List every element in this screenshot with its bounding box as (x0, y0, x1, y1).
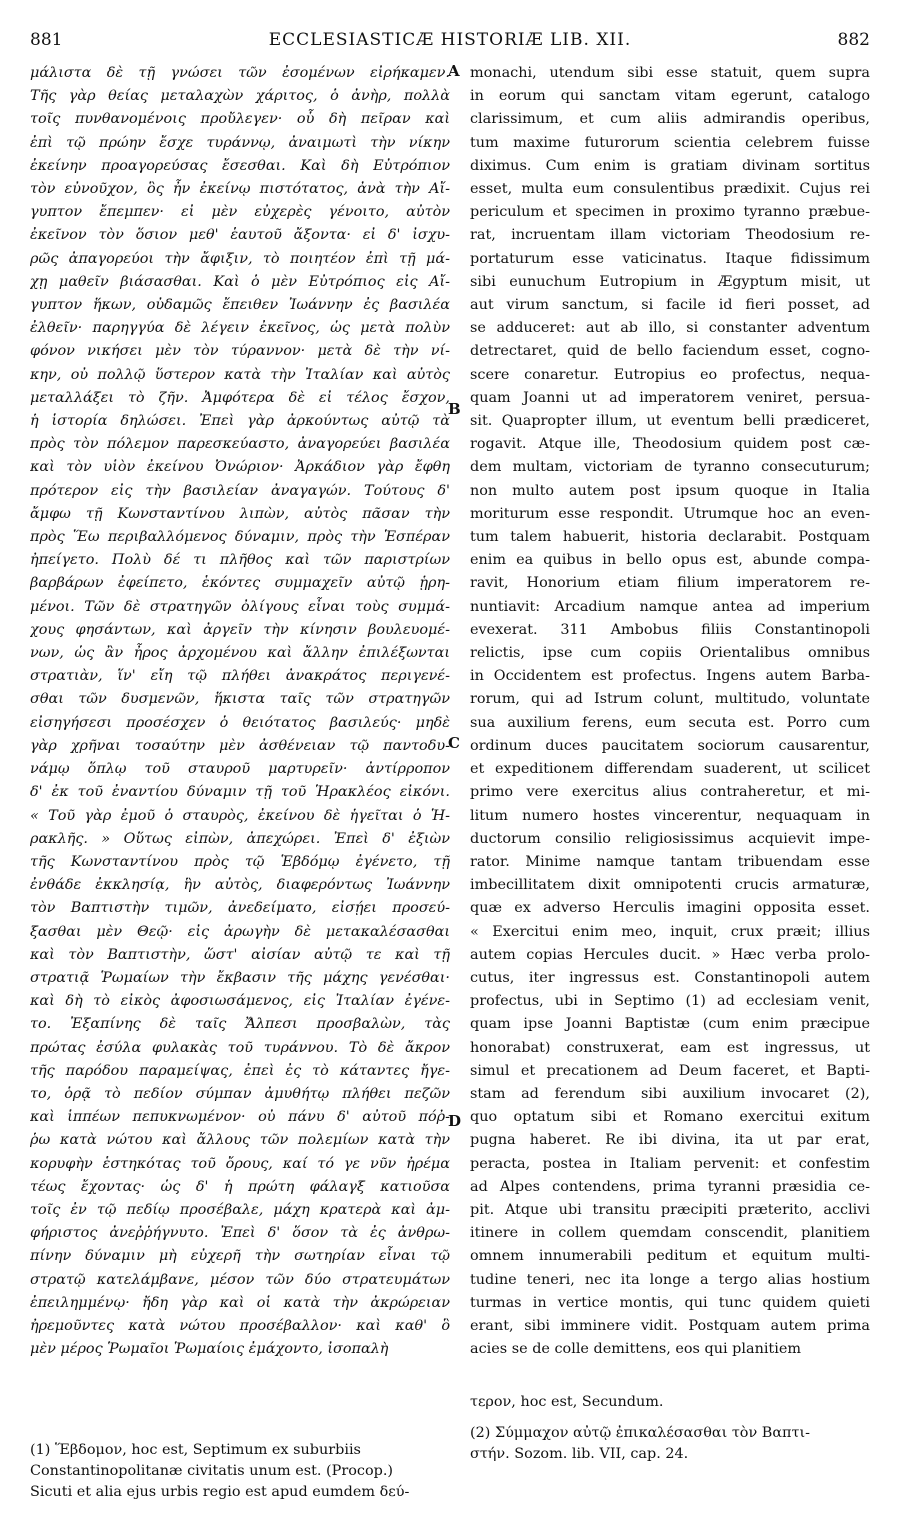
latin-text-line: primo vere exercitus alius contraheretur, et mi- (470, 784, 870, 801)
footnote-line: (2) Σύμμαχον αὐτῷ ἐπικαλέσασθαι τὸν Βαπτι- (470, 1425, 810, 1441)
greek-text-line: ἐλθεῖν· παρηγγύα δὲ λέγειν ἐκεῖνος, ὡς μετὰ πολὺν (30, 320, 450, 337)
latin-text-line: rogavit. Atque ille, Theodosium quidem post cæ- (470, 436, 870, 453)
greek-text-line: μάλιστα δὲ τῇ γνώσει τῶν ἐσομένων εἰρήκαμεν. (30, 65, 450, 81)
latin-text-line: « Exercitui enim meo, inquit, crux præit; illius (470, 923, 870, 940)
footnote-line: τερον, hoc est, Secundum. (470, 1394, 664, 1410)
latin-text-line: non multo autem post ipsum quoque in Italia (470, 482, 870, 499)
latin-text-line: erant, sibi imminere vidit. Postquam autem prima (470, 1317, 870, 1334)
greek-text-line: τὸν εὐνοῦχον, ὃς ἦν ἐκείνῳ πιστότατος, ἀνὰ τὴν Αἴ- (30, 181, 450, 198)
latin-text-line: quo optatum sibi et Romano exercitui exitum (470, 1109, 870, 1126)
greek-text-line: ἠρεμοῦντες κατὰ νώτου προσέβαλλον· καὶ καθ' ὃ (30, 1317, 450, 1334)
margin-letter-b: B (448, 400, 461, 418)
latin-text-line: scere conaretur. Eutropius eo profectus, nequa- (470, 366, 870, 383)
footnote-line: στήν. Sozom. lib. VII, cap. 24. (470, 1446, 689, 1462)
greek-text-line: στρατιὰν, ἵν' εἴη τῷ πλήθει ἀνακράτος περιγενέ- (30, 668, 450, 685)
latin-text-line: peracta, postea in Italiam pervenit: et confestim (470, 1155, 870, 1172)
page-header (30, 30, 870, 56)
page-number-left: 881 (30, 30, 63, 50)
latin-text-line: et expeditionem differendam suaderent, ut scilicet (470, 761, 870, 778)
latin-text-line: honorabat) construxerat, eam est ingressus, ut (470, 1039, 870, 1056)
greek-text-line: καὶ ἱππέων πεπυκνωμένον· οὐ πάνυ δ' αὐτοῦ πόῤ- (30, 1109, 450, 1126)
latin-text-line: dem multam, victoriam de tyranno consecuturum; (470, 459, 870, 476)
latin-text-line: tudine teneri, nec ita longe a tergo alias hostium (470, 1271, 870, 1288)
latin-text-line: aut virum sanctum, si facile id fieri posset, ad (470, 297, 870, 314)
greek-text-line: ἐπὶ τῷ πρώην ἔσχε τυράννῳ, ἀναιμωτὶ τὴν νίκην (30, 134, 450, 151)
greek-text-line: καὶ δὴ τὸ εἰκὸς ἀφοσιωσάμενος, εἰς Ἰταλίαν ἐγένε- (30, 993, 450, 1010)
latin-text-line: clarissimum, et cum aliis admirandis operibus, (470, 111, 870, 128)
greek-text-line: πίνην δύναμιν μὴ εὐχερῆ τὴν σωτηρίαν εἶναι τῷ (30, 1248, 450, 1265)
greek-text-line: φόνον νικήσει μὲν τὸν τύραννον· μετὰ δὲ τὴν νί- (30, 343, 450, 360)
greek-text-line: γυπτον ἥκων, οὐδαμῶς ἔπειθεν Ἰωάννην ἐς βασιλέα (30, 297, 450, 314)
greek-text-line: στρατῷ κατελάμβανε, μέσον τῶν δύο στρατευμάτων (30, 1271, 450, 1288)
latin-text-line: in Occidentem est profectus. Ingens autem Barba- (470, 668, 870, 685)
greek-text-line: στρατιᾷ Ῥωμαίων τὴν ἔκβασιν τῆς μάχης γενέσθαι· (30, 969, 450, 986)
greek-text-line: γὰρ χρῆναι τοσαύτην μὲν ἀσθένειαν τῷ παντοδυ- (30, 737, 450, 754)
greek-text-line: το. Ἐξαπίνης δὲ ταῖς Ἄλπεσι προσβαλὼν, τὰς (30, 1016, 450, 1033)
greek-text-line: ῥω κατὰ νώτου καὶ ἄλλους τῶν πολεμίων κατὰ τὴν (30, 1132, 450, 1149)
greek-text-line: ἄμφω τῇ Κωνσταντίνου λιπὼν, αὐτὸς πᾶσαν τὴν (30, 505, 450, 522)
greek-text-line: ἐκείνην προαγορεύσας ἔσεσθαι. Καὶ δὴ Εὐτρόπιον (30, 157, 450, 174)
footnotes-left (30, 1440, 450, 1503)
greek-text-line: ἡ ἱστορία δηλώσει. Ἐπεὶ γὰρ ἀρκούντως αὐτῷ τὰ (30, 413, 450, 430)
latin-text-line: quæ ex adverso Herculis imagini opposita esset. (470, 900, 870, 917)
greek-text-line: χῃ μαθεῖν βιάσασθαι. Καὶ ὁ μὲν Εὐτρόπιος εἰς Αἴ- (30, 273, 450, 290)
page-number-right: 882 (837, 30, 870, 50)
latin-text-line: enim ea quibus in bello opus est, abunde compa- (470, 552, 870, 569)
latin-text-line: relictis, ipse cum copiis Orientalibus omnibus (470, 645, 870, 662)
latin-text-line: imbecillitatem dixit omnipotenti crucis armaturæ, (470, 877, 870, 894)
greek-text-line: ἐνθάδε ἐκκλησίᾳ, ἣν αὐτὸς, διαφερόντως Ἰωάννην (30, 877, 450, 894)
greek-text-line: καὶ τὸν υἱὸν ἐκείνου Ὀνώριον· Ἀρκάδιον γὰρ ἔφθη (30, 459, 450, 476)
greek-text-line: τὸν Βαπτιστὴν τιμῶν, ἀνεδείματο, εἰσῄει προσεύ- (30, 900, 450, 917)
footnotes-right (470, 1392, 870, 1465)
greek-text-line: μένοι. Τῶν δὲ στρατηγῶν ὀλίγους εἶναι τοὺς συμμά- (30, 598, 450, 615)
latin-text-line: acies se de colle demittens, eos qui planitiem (470, 1341, 801, 1358)
latin-text-line: cutus, iter ingressus est. Constantinopoli autem (470, 969, 870, 986)
footnote-line: Sicuti et alia ejus urbis regio est apud eumdem δεύ- (30, 1484, 410, 1500)
greek-text-line: πρώτας ἐσύλα φυλακὰς τοῦ τυράννου. Τὸ δὲ ἄκρον (30, 1039, 450, 1056)
latin-text-line: rorum, qui ad Istrum colunt, multitudo, voluntate (470, 691, 870, 708)
latin-text-line: in eorum qui sanctam vitam egerunt, catalogo (470, 88, 870, 105)
running-title: ECCLESIASTICÆ HISTORIÆ LIB. XII. (268, 30, 632, 50)
latin-text-line: ductorum consilio religiosissimus acquievit impe- (470, 830, 870, 847)
greek-text-line: ἐκεῖνον τὸν ὅσιον μεθ' ἑαυτοῦ ἄξοντα· εἰ δ' ἰσχυ- (30, 227, 450, 244)
footnote-line: Constantinopolitanæ civitatis unum est. (Procop.) (30, 1463, 394, 1479)
greek-text-line: δ' ἐκ τοῦ ἐναντίου δύναμιν τῇ τοῦ Ἡρακλέος εἰκόνι. (30, 784, 450, 801)
greek-text-line: Τῆς γὰρ θείας μεταλαχὼν χάριτος, ὁ ἀνὴρ, πολλὰ (30, 88, 450, 105)
greek-text-line: νάμῳ ὅπλῳ τοῦ σταυροῦ μαρτυρεῖν· ἀντίρροπον (30, 761, 450, 778)
latin-text-line: sit. Quapropter illum, ut eventum belli prædiceret, (470, 413, 870, 430)
latin-text-line: simul et precationem ad Deum faceret, et Bapti- (470, 1062, 870, 1079)
greek-text-line: χους φησάντων, καὶ ἀργεῖν τὴν κίνησιν βουλευομέ- (30, 621, 450, 638)
latin-text-line: itinere in collem quemdam conscendit, planitiem (470, 1225, 870, 1242)
greek-text-line: μὲν μέρος Ῥωμαῖοι Ῥωμαίοις ἐμάχοντο, ἰσοπαλὴ (30, 1341, 389, 1358)
latin-text-column (470, 62, 870, 1361)
latin-text-line: ordinum duces paucitatem sociorum causarentur, (470, 737, 870, 754)
greek-text-line: γυπτον ἔπεμπεν· εἰ μὲν εὐχερὲς γένοιτο, αὐτὸν (30, 204, 450, 221)
margin-letter-a: A (448, 62, 460, 80)
greek-text-line: πρὸς Ἕω περιβαλλόμενος δύναμιν, πρὸς τὴν Ἑσπέραν (30, 529, 450, 546)
greek-text-line: μεταλλάξει τὸ ζῆν. Ἀμφότερα δὲ εἰ τέλος ἔσχον, (30, 389, 450, 406)
latin-text-line: ravit, Honorium etiam filium imperatorem re- (470, 575, 870, 592)
latin-text-line: quam Joanni ut ad imperatorem veniret, persua- (470, 389, 870, 406)
greek-text-line: τῆς παρόδου παραμείψας, ἐπεὶ ἐς τὸ κάταντες ἤγε- (30, 1062, 450, 1079)
margin-letter-c: C (448, 734, 460, 752)
greek-text-line: ξασθαι μὲν Θεῷ· εἰς ἀρωγὴν δὲ μετακαλέσασθαι (30, 923, 450, 940)
latin-text-line: pit. Atque ubi transitu præcipiti præterito, acclivi (470, 1201, 870, 1218)
latin-text-line: nuntiavit: Arcadium namque antea ad imperium (470, 598, 870, 615)
latin-text-line: evexerat. 311 Ambobus filiis Constantinopoli (470, 621, 870, 638)
greek-text-line: ἠπείγετο. Πολὺ δέ τι πλῆθος καὶ τῶν παριστρίων (30, 552, 450, 569)
footnote-line: (1) Ἕβδομον, hoc est, Septimum ex suburbiis (30, 1442, 361, 1458)
greek-text-line: φήριστος ἀνεῤῥήγνυτο. Ἐπεὶ δ' ὅσον τὰ ἐς ἀνθρω- (30, 1225, 450, 1242)
latin-text-line: autem copias Hercules ducit. » Hæc verba prolo- (470, 946, 870, 963)
latin-text-line: periculum et specimen in proximo tyranno præbue- (470, 204, 870, 221)
greek-text-line: κορυφὴν ἑστηκότας τοῦ ὄρους, καί τό γε νῦν ἠρέμα (30, 1155, 450, 1172)
latin-text-line: quam ipse Joanni Baptistæ (cum enim præcipue (470, 1016, 870, 1033)
greek-text-line: το, ὁρᾷ τὸ πεδίον σύμπαν ἀμυθήτῳ πλήθει πεζῶν (30, 1085, 450, 1102)
greek-text-line: εἰσηγήσεσι προσέσχεν ὁ θειότατος βασιλεύς· μηδὲ (30, 714, 450, 731)
greek-text-line: τοῖς πυνθανομένοις προὔλεγεν· οὗ δὴ πεῖραν καὶ (30, 111, 450, 128)
latin-text-line: tum talem habuerit, historia declarabit. Postquam (470, 529, 870, 546)
latin-text-line: esset, multa eum consulentibus prædixit. Cujus rei (470, 181, 870, 198)
latin-text-line: profectus, ubi in Septimo (1) ad ecclesiam venit, (470, 993, 870, 1010)
latin-text-line: sua auxilium ferens, eum secuta est. Porro cum (470, 714, 870, 731)
greek-text-line: τῆς Κωνσταντίνου πρὸς τῷ Ἑβδόμῳ ἐγένετο, τῇ (30, 853, 450, 870)
latin-text-line: portaturum esse vaticinatus. Itaque fidissimum (470, 250, 870, 267)
latin-text-line: ad Alpes contendens, prima tyranni præsidia ce- (470, 1178, 870, 1195)
greek-text-line: πρότερον εἰς τὴν βασιλείαν ἀναγαγών. Τούτους δ' (30, 482, 450, 499)
greek-text-line: πρὸς τὸν πόλεμον παρεσκεύαστο, ἀναγορεύει βασιλέα (30, 436, 450, 453)
latin-text-line: omnem innumerabili peditum et equitum multi- (470, 1248, 870, 1265)
greek-text-line: ἐπειλημμένῳ· ἤδη γὰρ καὶ οἱ κατὰ τὴν ἀκρώρειαν (30, 1294, 450, 1311)
greek-text-line: καὶ τὸν Βαπτιστὴν, ὥστ' αἰσίαν αὐτῷ τε καὶ τῇ (30, 946, 450, 963)
greek-text-line: « Τοῦ γὰρ ἐμοῦ ὁ σταυρὸς, ἐκείνου δὲ ἡγεῖται ὁ Ἡ- (30, 807, 450, 824)
latin-text-line: sibi eunuchum Eutropium in Ægyptum misit, ut (470, 273, 870, 290)
latin-text-line: rat, incruentam illam victoriam Theodosium re- (470, 227, 870, 244)
latin-text-line: rator. Minime namque tantam tribuendam esse (470, 853, 870, 870)
greek-text-line: τέως ἔχοντας· ὡς δ' ἡ πρώτη φάλαγξ κατιοῦσα (30, 1178, 450, 1195)
latin-text-line: monachi, utendum sibi esse statuit, quem supra (470, 65, 870, 81)
latin-text-line: diximus. Cum enim is gratiam divinam sortitus (470, 157, 870, 174)
latin-text-line: detrectaret, quid de bello faciendum esset, cogno- (470, 343, 870, 360)
greek-text-line: νων, ὡς ἂν ἦρος ἀρχομένου καὶ ἄλλην ἐπιλέξωνται (30, 645, 450, 662)
latin-text-line: tum maxime futurorum scientia celebrem fuisse (470, 134, 870, 151)
greek-text-line: σθαι τῶν δυσμενῶν, ἥκιστα ταῖς τῶν στρατηγῶν (30, 691, 450, 708)
greek-text-line: κην, οὐ πολλῷ ὕστερον κατὰ τὴν Ἰταλίαν καὶ αὐτὸς (30, 366, 450, 383)
greek-text-column (30, 62, 450, 1361)
latin-text-line: litum numero hostes vincerentur, nequaquam in (470, 807, 870, 824)
greek-text-line: τοῖς ἐν τῷ πεδίῳ προσέβαλε, μάχη κρατερὰ καὶ ἀμ- (30, 1201, 450, 1218)
latin-text-line: se adduceret: aut ab illo, si constanter adventum (470, 320, 870, 337)
greek-text-line: ρῶς ἀπαγορεύοι τὴν ἄφιξιν, τὸ ποιητέον ἐπὶ τῇ μά- (30, 250, 450, 267)
greek-text-line: ρακλῆς. » Οὕτως εἰπὼν, ἀπεχώρει. Ἐπεὶ δ' ἐξιὼν (30, 830, 450, 847)
margin-letter-d: D (448, 1112, 462, 1130)
latin-text-line: turmas in vertice montis, qui tunc quidem quieti (470, 1294, 870, 1311)
latin-text-line: pugna haberet. Re ibi divina, ita ut par erat, (470, 1132, 870, 1149)
greek-text-line: βαρβάρων ἐφείπετο, ἑκόντες συμμαχεῖν αὐτῷ ᾑρη- (30, 575, 450, 592)
latin-text-line: moriturum esse respondit. Utrumque hoc an even- (470, 505, 870, 522)
latin-text-line: stam ad ferendum sibi auxilium invocaret (2), (470, 1085, 870, 1102)
